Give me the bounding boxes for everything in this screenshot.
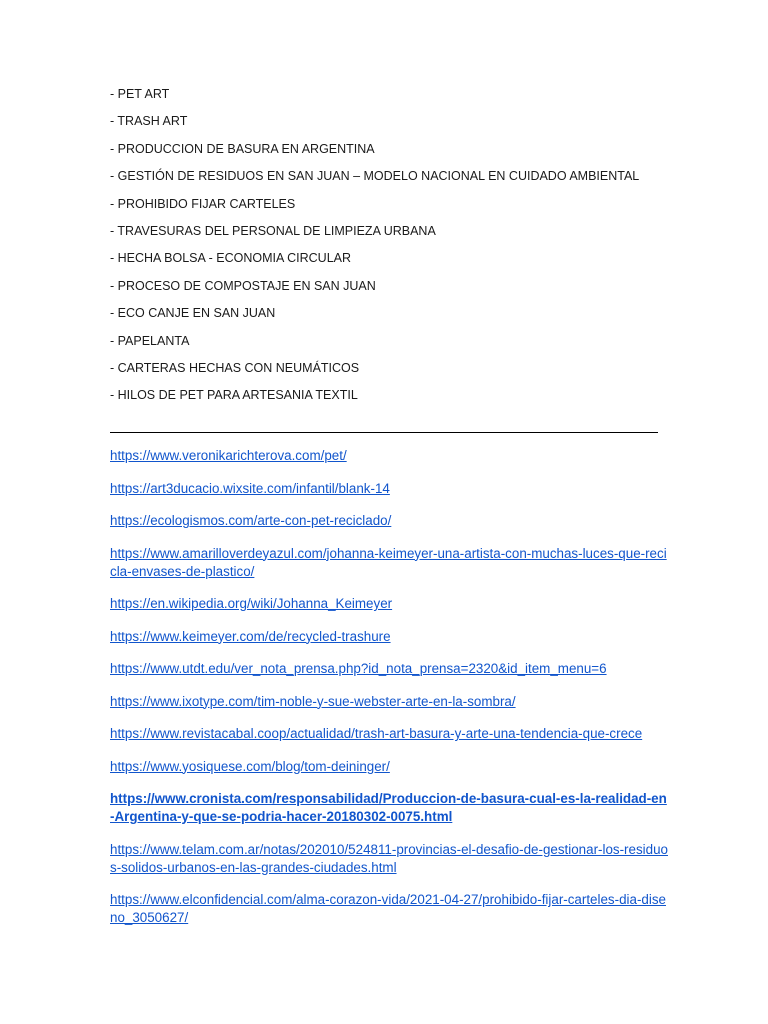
list-item [110, 660, 670, 678]
list-item [110, 841, 670, 877]
reference-link[interactable]: https://www.amarilloverdeyazul.com/johanna-keimeyer-una-artista-con-muchas-luces-que-recicla-envases-de-plastico/ [110, 545, 667, 579]
topic-item: - CARTERAS HECHAS CON NEUMÁTICOS [110, 360, 360, 375]
reference-link[interactable]: https://art3ducacio.wixsite.com/infantil/blank-14 [110, 480, 390, 496]
reference-link[interactable]: https://ecologismos.com/arte-con-pet-reciclado/ [110, 513, 392, 528]
list-item [110, 693, 670, 711]
list-item [110, 545, 670, 581]
list-item [110, 480, 670, 498]
topic-item: - PAPELANTA [110, 333, 190, 348]
list-item [110, 891, 670, 927]
topic-item: - PROHIBIDO FIJAR CARTELES [110, 196, 296, 211]
list-item [110, 790, 670, 826]
list-item [110, 725, 670, 743]
topic-item: - TRAVESURAS DEL PERSONAL DE LIMPIEZA URBANA [110, 223, 436, 238]
list-item [110, 512, 670, 530]
reference-link[interactable]: https://www.elconfidencial.com/alma-corazon-vida/2021-04-27/prohibido-fijar-carteles-dia-diseno_3050627/ [110, 892, 666, 925]
reference-link[interactable]: https://www.revistacabal.coop/actualidad/trash-art-basura-y-arte-una-tendencia-que-crece [110, 726, 643, 741]
reference-link[interactable]: https://www.yosiquese.com/blog/tom-deininger/ [110, 758, 390, 774]
reference-link[interactable]: https://www.utdt.edu/ver_nota_prensa.php?id_nota_prensa=2320&id_item_menu=6 [110, 661, 607, 676]
horizontal-divider [110, 432, 658, 433]
reference-link[interactable]: https://www.veronikarichterova.com/pet/ [110, 448, 347, 463]
topic-list [110, 85, 670, 414]
list-item [110, 628, 670, 646]
reference-link[interactable]: https://en.wikipedia.org/wiki/Johanna_Keimeyer [110, 596, 393, 611]
topic-item: - PET ART [110, 87, 170, 101]
reference-link[interactable]: https://www.keimeyer.com/de/recycled-trashure [110, 628, 391, 644]
reference-link[interactable]: https://www.telam.com.ar/notas/202010/524811-provincias-el-desafio-de-gestionar-los-residuos-solidos-urbanos-en-las-grandes-ciudades.html [110, 841, 668, 875]
topic-item: - HILOS DE PET PARA ARTESANIA TEXTIL [110, 388, 358, 403]
reference-link-list [110, 447, 670, 942]
topic-item: - GESTIÓN DE RESIDUOS EN SAN JUAN – MODELO NACIONAL EN CUIDADO AMBIENTAL [110, 169, 640, 184]
reference-link[interactable]: https://www.ixotype.com/tim-noble-y-sue-webster-arte-en-la-sombra/ [110, 693, 516, 709]
reference-link-bold[interactable]: https://www.cronista.com/responsabilidad/Produccion-de-basura-cual-es-la-realidad-en-Argentina-y-que-se-podria-hacer-20180302-0075.html [110, 791, 667, 824]
topic-item: - PROCESO DE COMPOSTAJE EN SAN JUAN [110, 278, 376, 293]
topic-item: - HECHA BOLSA - ECONOMIA CIRCULAR [110, 251, 352, 266]
topic-item: - PRODUCCION DE BASURA EN ARGENTINA [110, 141, 375, 156]
list-item [110, 447, 670, 465]
list-item [110, 758, 670, 776]
list-item [110, 595, 670, 613]
topic-item: - ECO CANJE EN SAN JUAN [110, 306, 276, 321]
topic-item: - TRASH ART [110, 114, 188, 129]
